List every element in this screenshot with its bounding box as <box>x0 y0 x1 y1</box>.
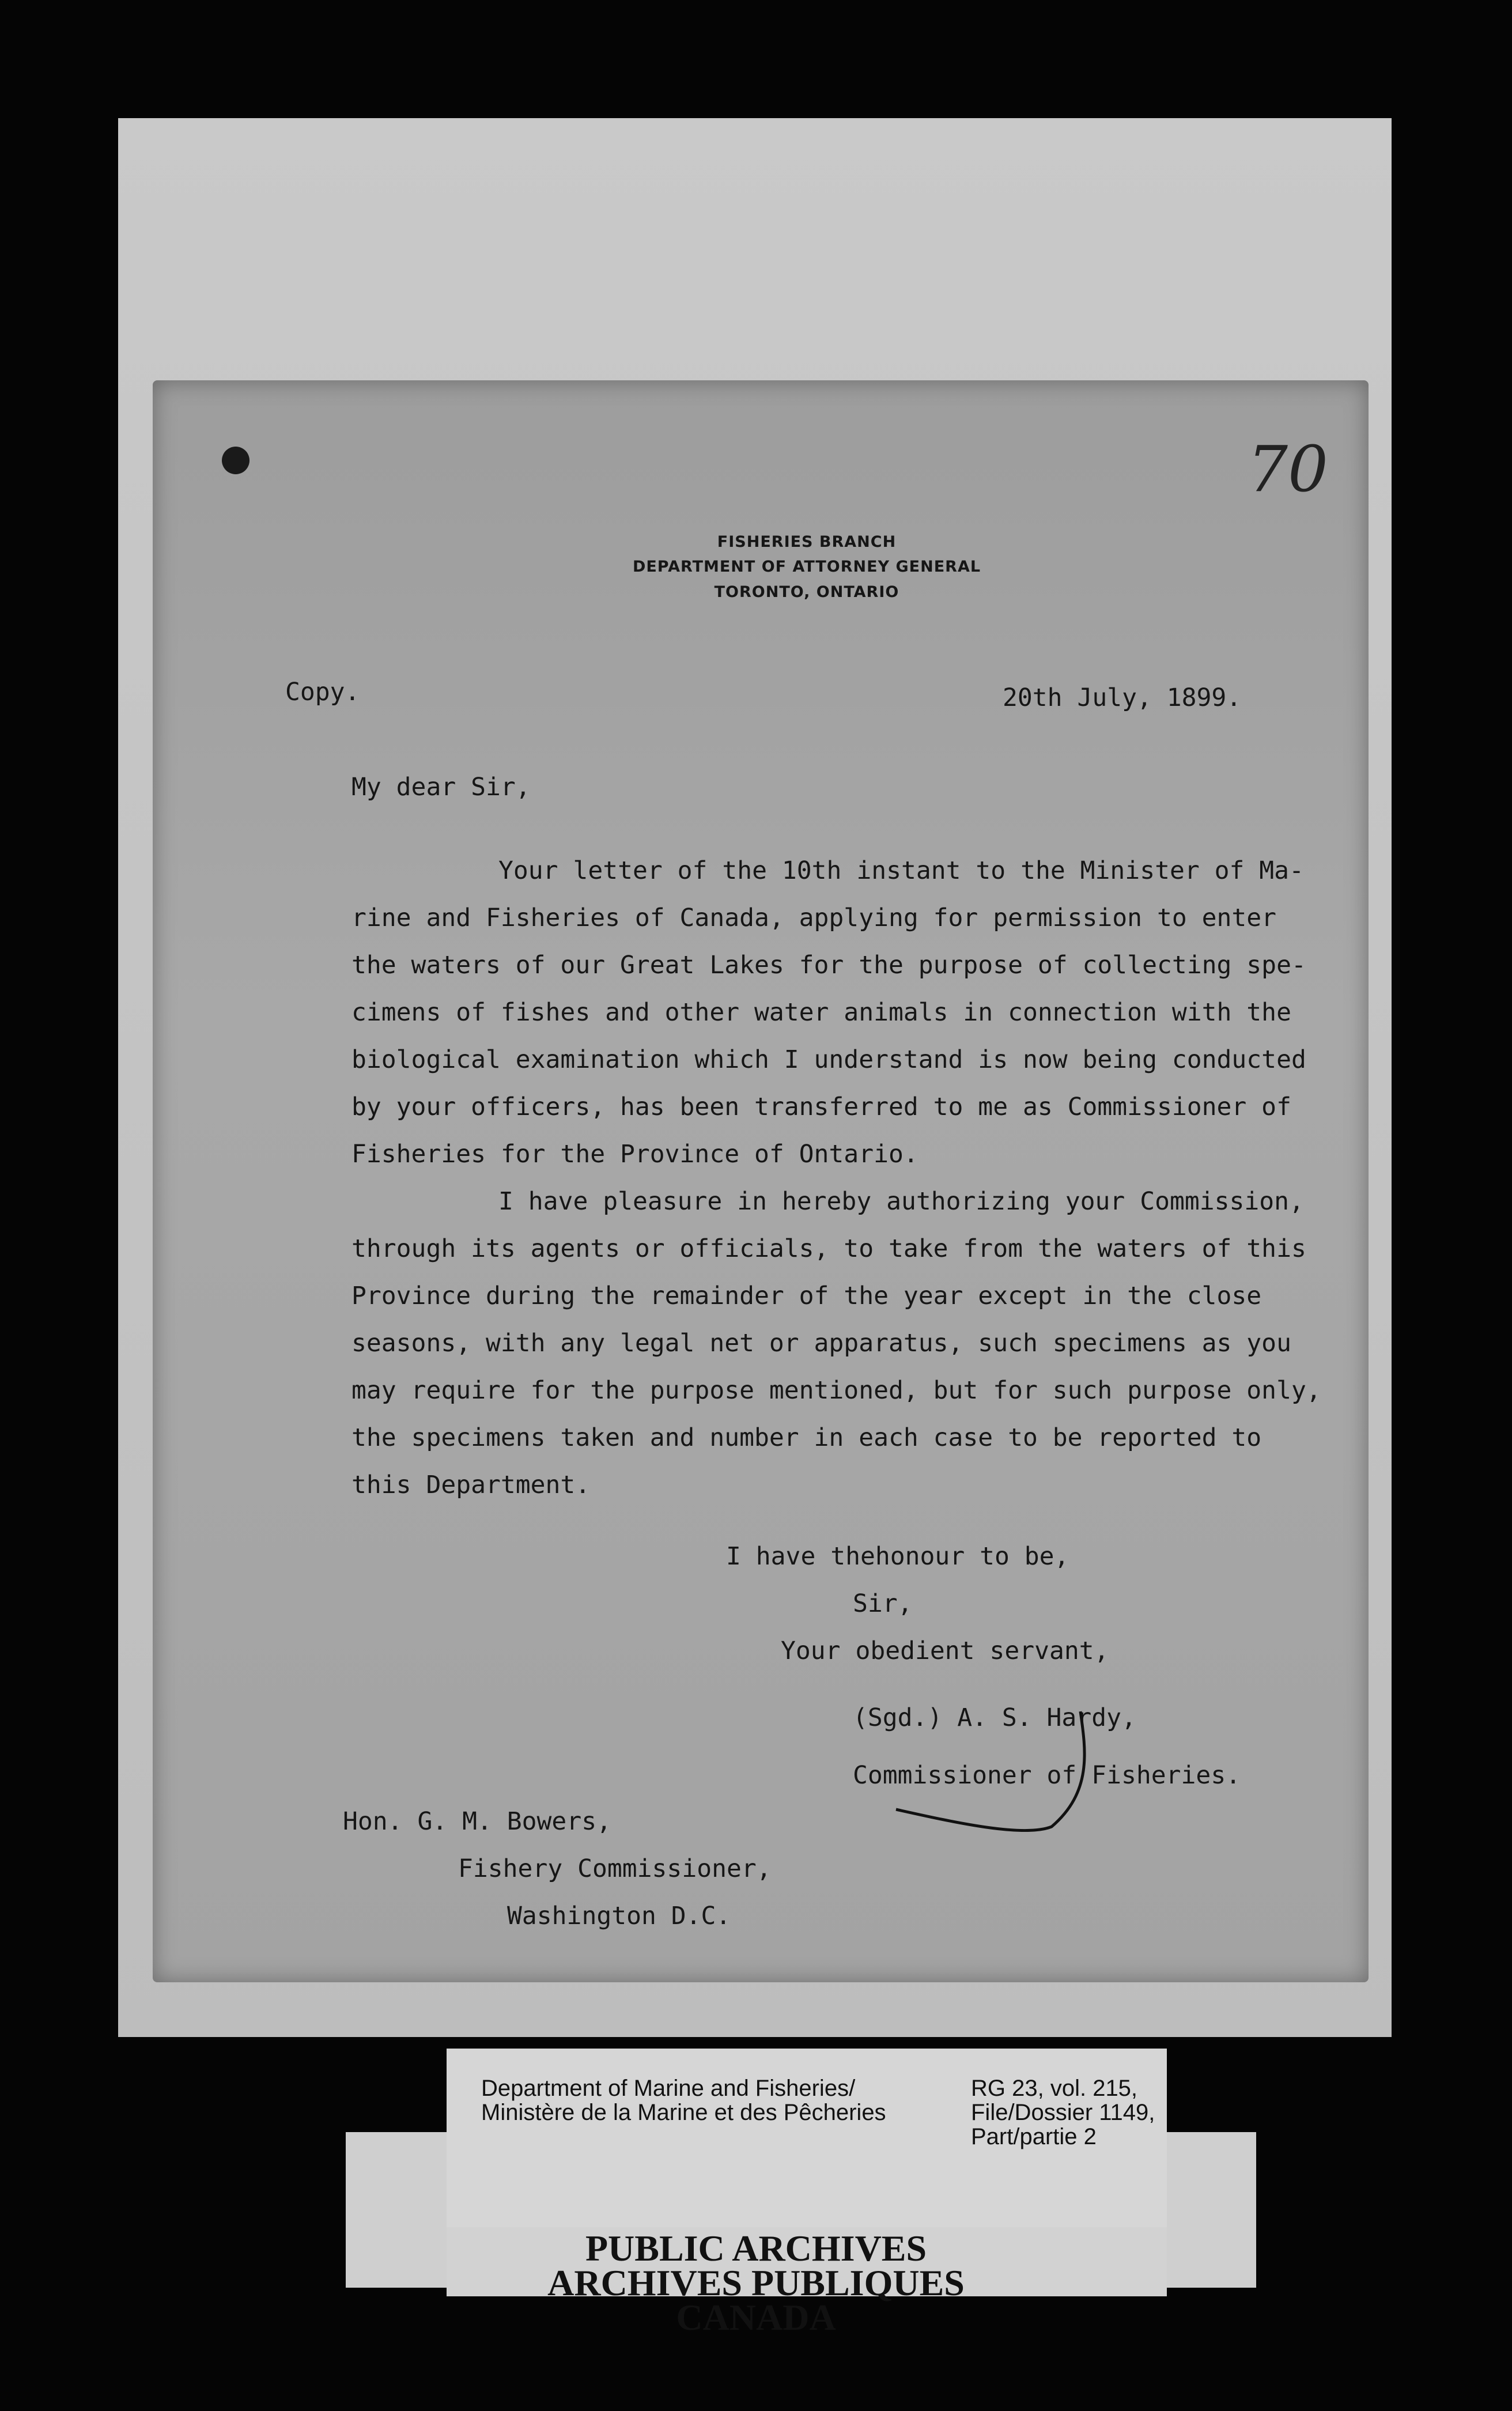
closing-line: I have thehonour to be, <box>726 1542 1069 1571</box>
archive-label-reference: RG 23, vol. 215, File/Dossier 1149, Part/partie 2 <box>971 2076 1155 2149</box>
letter-date: 20th July, 1899. <box>1003 683 1242 712</box>
salutation: My dear Sir, <box>351 773 531 802</box>
closing-line: Sir, <box>853 1589 913 1618</box>
body-line: through its agents or officials, to take from the waters of this <box>351 1234 1306 1263</box>
letter-page <box>153 380 1369 1982</box>
stamp-line-public-archives: PUBLIC ARCHIVES <box>585 2228 927 2269</box>
signatory-title: Commissioner of Fisheries. <box>853 1761 1241 1790</box>
body-line: cimens of fishes and other water animals in connection with the <box>351 998 1291 1027</box>
letterhead-department: DEPARTMENT OF ATTORNEY GENERAL <box>632 558 981 576</box>
body-line: the waters of our Great Lakes for the purpose of collecting spe- <box>351 951 1306 980</box>
signature-flourish <box>861 1706 1161 1838</box>
signature-line: (Sgd.) A. S. Hardy, <box>853 1703 1136 1732</box>
addressee-line: Fishery Commissioner, <box>458 1854 772 1883</box>
body-line: Fisheries for the Province of Ontario. <box>351 1140 918 1169</box>
body-line: the specimens taken and number in each case to be reported to <box>351 1423 1262 1452</box>
closing-line: Your obedient servant, <box>781 1637 1109 1665</box>
addressee-line: Washington D.C. <box>507 1902 731 1930</box>
punch-hole <box>222 447 250 474</box>
body-line: this Department. <box>351 1471 591 1499</box>
addressee-line: Hon. G. M. Bowers, <box>343 1807 611 1836</box>
folio-number: 70 <box>1248 432 1328 506</box>
body-line: rine and Fisheries of Canada, applying for permission to enter <box>351 904 1277 932</box>
body-line: may require for the purpose mentioned, but for such purpose only, <box>351 1376 1321 1405</box>
body-line: Your letter of the 10th instant to the Minister of Ma- <box>498 856 1304 885</box>
letterhead-branch: FISHERIES BRANCH <box>717 533 897 551</box>
body-line: Province during the remainder of the year except in the close <box>351 1282 1262 1310</box>
letterhead-location: TORONTO, ONTARIO <box>714 583 899 601</box>
body-line: seasons, with any legal net or apparatus, such specimens as you <box>351 1329 1291 1358</box>
body-line: I have pleasure in hereby authorizing your Commission, <box>498 1187 1304 1216</box>
stamp-line-canada: CANADA <box>676 2297 836 2338</box>
archive-label-department: Department of Marine and Fisheries/ Ministère de la Marine et des Pêcheries <box>481 2076 886 2125</box>
copy-mark: Copy. <box>285 678 360 706</box>
stamp-line-archives-publiques: ARCHIVES PUBLIQUES <box>547 2262 965 2303</box>
body-line: biological examination which I understand is now being conducted <box>351 1045 1306 1074</box>
archive-label <box>447 2049 1167 2227</box>
body-line: by your officers, has been transferred to me as Commissioner of <box>351 1093 1291 1121</box>
